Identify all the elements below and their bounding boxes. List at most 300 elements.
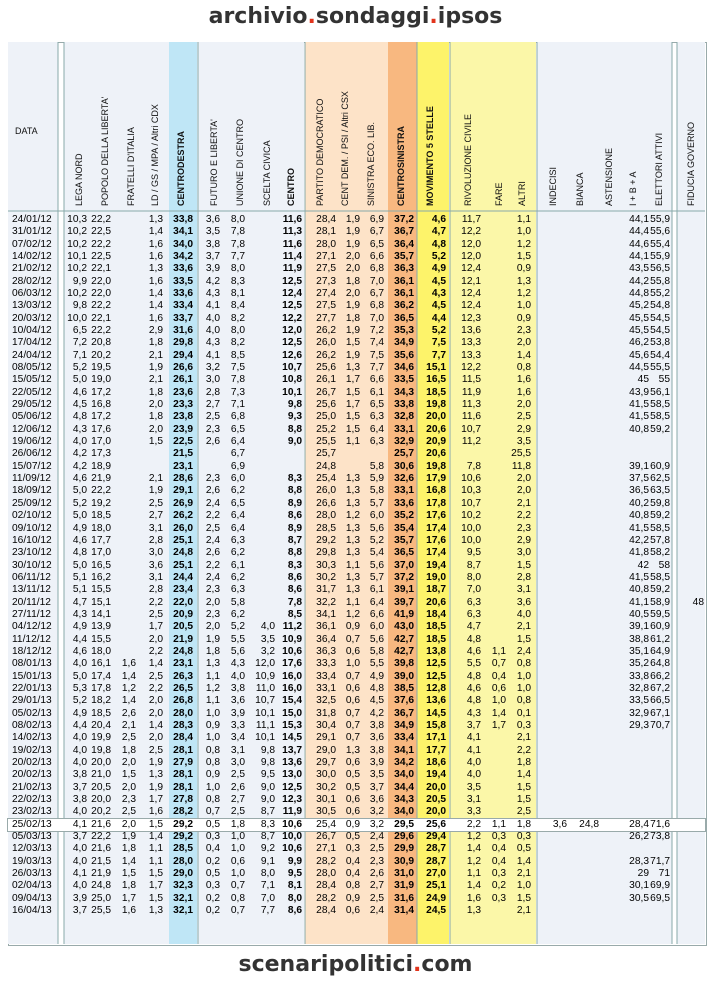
cell-11: 0,7: [345, 732, 360, 744]
row-date: 16/04/13: [12, 905, 52, 917]
row-date: 24/04/12: [12, 349, 52, 361]
cell-13: 36,2: [394, 300, 414, 312]
row-date: 08/01/13: [12, 658, 52, 670]
cell-6: 2,5: [205, 411, 220, 423]
row-date: 21/02/13: [12, 781, 52, 793]
cell-13: 35,7: [394, 534, 414, 546]
cell-15: 4,7: [466, 621, 481, 633]
cell-22: 55,9: [650, 251, 670, 263]
cell-3: 1,6: [121, 658, 136, 670]
cell-9: 13,7: [282, 744, 302, 756]
cell-12: 6,6: [369, 251, 384, 263]
cell-1: 4,0: [72, 744, 87, 756]
cell-8: 8,7: [260, 806, 275, 818]
cell-17: 1,5: [516, 633, 531, 645]
column-header-23: FIDUCIA GOVERNO: [686, 121, 696, 206]
cell-15: 12,1: [461, 275, 481, 287]
cell-15: 12,0: [461, 238, 481, 250]
cell-6: 0,5: [205, 818, 220, 830]
table-row: [8, 745, 705, 757]
cell-13: 36,3: [394, 263, 414, 275]
cell-14: 15,8: [426, 719, 446, 731]
cell-2: 19,8: [91, 744, 111, 756]
row-date: 08/05/12: [12, 362, 52, 374]
cell-17: 1,8: [516, 818, 531, 830]
row-date: 17/04/12: [12, 337, 52, 349]
cell-6: 2,5: [205, 522, 220, 534]
cell-3: 2,1: [121, 719, 136, 731]
cell-17: 1,6: [516, 374, 531, 386]
row-date: 07/02/12: [12, 238, 52, 250]
cell-11: 0,6: [345, 806, 360, 818]
cell-12: 3,2: [369, 818, 384, 830]
row-date: 06/11/12: [12, 571, 51, 583]
cell-21: 45,5: [629, 312, 649, 324]
cell-12: 7,2: [369, 325, 384, 337]
cell-21: 35,2: [629, 658, 649, 670]
cell-4: 1,1: [148, 843, 163, 855]
cell-6: 0,5: [205, 868, 220, 880]
cell-6: 2,2: [205, 510, 220, 522]
cell-14: 12,5: [426, 658, 446, 670]
cell-5: 21,5: [173, 448, 193, 460]
cell-17: 1,5: [516, 251, 531, 263]
cell-7: 5,6: [230, 645, 245, 657]
cell-2: 22,2: [91, 238, 111, 250]
cell-5: 28,0: [173, 707, 193, 719]
cell-23: 48: [692, 596, 704, 608]
cell-11: 1,5: [345, 386, 360, 398]
table-row: [8, 214, 705, 226]
table-row: [8, 239, 705, 251]
cell-17: 1,0: [516, 300, 531, 312]
cell-21: 41,5: [629, 399, 649, 411]
cell-1: 3,8: [72, 769, 87, 781]
cell-1: 4,6: [72, 534, 87, 546]
cell-6: 2,6: [205, 547, 220, 559]
cell-15: 12,4: [461, 288, 481, 300]
cell-1: 4,0: [72, 732, 87, 744]
cell-6: 1,2: [205, 682, 220, 694]
cell-4: 2,2: [148, 682, 163, 694]
cell-5: 20,5: [173, 621, 193, 633]
cell-6: 2,4: [205, 534, 220, 546]
table-row: [8, 893, 705, 905]
cell-9: 10,6: [282, 645, 302, 657]
cell-13: 34,0: [394, 769, 414, 781]
cell-9: 8,3: [287, 559, 302, 571]
cell-12: 6,6: [369, 608, 384, 620]
cell-1: 9,8: [72, 300, 87, 312]
cell-7: 8,0: [230, 263, 245, 275]
column-header-9: CENTRO: [286, 168, 296, 206]
cell-17: 0,8: [516, 362, 531, 374]
cell-1: 4,6: [72, 386, 87, 398]
cell-14: 20,9: [426, 436, 446, 448]
cell-11: 0,6: [345, 682, 360, 694]
cell-10: 29,2: [316, 534, 336, 546]
column-header-14: MOVIMENTO 5 STELLE: [425, 106, 435, 206]
row-date: 08/02/13: [12, 719, 52, 731]
cell-6: 0,3: [205, 880, 220, 892]
cell-21: 30,1: [629, 880, 649, 892]
cell-5: 23,4: [173, 584, 193, 596]
cell-1: 4,5: [72, 399, 87, 411]
cell-9: 11,9: [282, 263, 302, 275]
cell-5: 29,1: [173, 485, 193, 497]
cell-14: 17,8: [426, 497, 446, 509]
cell-11: 2,0: [345, 251, 360, 263]
table-row: [8, 732, 705, 744]
cell-14: 20,0: [426, 781, 446, 793]
cell-2: 17,2: [91, 411, 111, 423]
cell-14: 7,5: [431, 337, 446, 349]
cell-15: 8,7: [466, 559, 481, 571]
cell-12: 7,4: [369, 337, 384, 349]
cell-10: 33,3: [316, 658, 336, 670]
cell-17: 2,1: [516, 497, 531, 509]
cell-4: 1,6: [148, 275, 163, 287]
cell-15: 8,0: [466, 571, 481, 583]
cell-1: 7,1: [72, 349, 87, 361]
cell-11: 0,5: [345, 831, 360, 842]
cell-8: 10,1: [255, 707, 275, 719]
row-date: 18/09/12: [12, 485, 52, 497]
cell-17: 3,0: [516, 547, 531, 559]
cell-12: 7,5: [369, 349, 384, 361]
cell-10: 29,8: [316, 547, 336, 559]
cell-10: 31,8: [316, 707, 336, 719]
cell-15: 4,3: [466, 707, 481, 719]
cell-17: 1,1: [516, 214, 531, 225]
cell-7: 6,9: [230, 460, 245, 472]
cell-5: 33,7: [173, 312, 193, 324]
cell-22: 56,1: [650, 386, 670, 398]
column-header-20: ASTENSIONE: [604, 147, 614, 206]
cell-10: 28,0: [316, 238, 336, 250]
row-date: 27/11/12: [12, 608, 51, 620]
cell-11: 1,3: [345, 473, 360, 485]
cell-17: 0,1: [516, 707, 531, 719]
cell-7: 3,0: [230, 756, 245, 768]
cell-2: 22,2: [91, 214, 111, 225]
cell-2: 22,5: [91, 251, 111, 263]
cell-5: 32,1: [173, 905, 193, 917]
cell-3: 1,8: [121, 744, 136, 756]
table-row: [8, 362, 705, 374]
cell-10: 25,7: [316, 448, 336, 460]
cell-10: 30,3: [316, 559, 336, 571]
cell-4: 1,5: [148, 818, 163, 830]
table-row: [8, 646, 705, 658]
cell-2: 19,0: [91, 374, 111, 386]
cell-15: 1,3: [466, 905, 481, 917]
cell-9: 8,3: [287, 473, 302, 485]
cell-9: 8,5: [287, 608, 302, 620]
cell-10: 26,6: [316, 497, 336, 509]
cell-11: 0,6: [345, 645, 360, 657]
cell-22: 58,5: [650, 411, 670, 423]
cell-13: 34,4: [394, 781, 414, 793]
cell-11: 0,4: [345, 868, 360, 880]
cell-2: 17,8: [91, 682, 111, 694]
cell-11: 1,3: [345, 584, 360, 596]
cell-2: 17,0: [91, 547, 111, 559]
cell-22: 63,5: [650, 485, 670, 497]
cell-2: 18,2: [91, 695, 111, 707]
cell-12: 3,6: [369, 793, 384, 805]
cell-8: 9,8: [260, 744, 275, 756]
cell-21: 41,8: [629, 547, 649, 559]
cell-9: 12,5: [282, 275, 302, 287]
cell-17: 1,5: [516, 892, 531, 904]
cell-12: 5,7: [369, 571, 384, 583]
cell-17: 2,0: [516, 473, 531, 485]
cell-3: 1,4: [121, 695, 136, 707]
cell-10: 24,8: [316, 460, 336, 472]
cell-4: 1,4: [148, 226, 163, 238]
cell-1: 5,2: [72, 362, 87, 374]
table-row: [8, 720, 705, 732]
cell-12: 6,8: [369, 300, 384, 312]
cell-8: 10,1: [255, 732, 275, 744]
cell-1: 4,9: [72, 707, 87, 719]
cell-6: 3,7: [205, 251, 220, 263]
cell-21: 35,1: [629, 645, 649, 657]
column-header-3: FRATELLI D'ITALIA: [126, 127, 136, 206]
cell-22: 54,5: [650, 312, 670, 324]
cell-7: 8,3: [230, 275, 245, 287]
table-row: [8, 510, 705, 522]
cell-13: 31,9: [394, 880, 414, 892]
cell-22: 61,2: [650, 633, 670, 645]
cell-15: 3,5: [466, 781, 481, 793]
cell-9: 10,7: [282, 362, 302, 374]
table-row: [8, 584, 705, 596]
cell-13: 39,0: [394, 670, 414, 682]
cell-21: 32,9: [629, 707, 649, 719]
cell-19: 24,8: [579, 818, 599, 830]
cell-21: 40,8: [629, 423, 649, 435]
cell-4: 1,6: [148, 238, 163, 250]
cell-17: 3,1: [516, 584, 531, 596]
cell-11: 1,0: [345, 658, 360, 670]
column-header-13: CENTROSINISTRA: [396, 125, 406, 206]
cell-13: 39,7: [394, 596, 414, 608]
cell-13: 30,6: [394, 460, 414, 472]
cell-21: 43,5: [629, 263, 649, 275]
footer-title: [0, 952, 711, 977]
cell-6: 2,7: [205, 399, 220, 411]
cell-5: 24,8: [173, 547, 193, 559]
cell-9: 10,9: [282, 633, 302, 645]
cell-10: 28,4: [316, 880, 336, 892]
cell-17: 2,8: [516, 571, 531, 583]
cell-4: 1,9: [148, 781, 163, 793]
cell-22: 54,5: [650, 325, 670, 337]
cell-5: 21,9: [173, 633, 193, 645]
row-date: 20/02/13: [12, 769, 52, 781]
cell-15: 11,3: [461, 399, 481, 411]
cell-2: 18,0: [91, 645, 111, 657]
cell-15: 7,8: [466, 460, 481, 472]
cell-11: 1,1: [345, 559, 360, 571]
cell-9: 11,2: [282, 621, 302, 633]
cell-9: 11,4: [282, 251, 302, 263]
cell-7: 6,1: [230, 559, 245, 571]
cell-1: 5,2: [72, 695, 87, 707]
cell-9: 15,3: [282, 719, 302, 731]
cell-17: 11,8: [511, 460, 531, 472]
cell-5: 22,0: [173, 596, 193, 608]
cell-6: 3,5: [205, 226, 220, 238]
cell-17: 1,2: [516, 288, 531, 300]
cell-17: 3,6: [516, 596, 531, 608]
cell-13: 39,8: [394, 658, 414, 670]
row-date: 09/04/13: [12, 892, 52, 904]
cell-5: 23,6: [173, 386, 193, 398]
cell-10: 27,1: [316, 251, 336, 263]
cell-4: 1,5: [148, 892, 163, 904]
cell-21: 36,5: [629, 485, 649, 497]
cell-2: 21,9: [91, 473, 111, 485]
cell-11: 0,5: [345, 781, 360, 793]
cell-11: 1,7: [345, 374, 360, 386]
cell-7: 0,8: [230, 892, 245, 904]
cell-6: 0,4: [205, 843, 220, 855]
cell-12: 7,0: [369, 275, 384, 287]
cell-9: 7,8: [287, 596, 302, 608]
cell-6: 1,8: [205, 645, 220, 657]
cell-1: 5,3: [72, 682, 87, 694]
row-date: 02/10/12: [12, 510, 52, 522]
cell-15: 4,8: [466, 695, 481, 707]
column-header-2: POPOLO DELLA LIBERTA': [100, 96, 110, 206]
cell-13: 35,7: [394, 251, 414, 263]
cell-22: 66,5: [650, 695, 670, 707]
row-date: 16/10/12: [12, 534, 52, 546]
cell-13: 39,1: [394, 584, 414, 596]
cell-15: 10,3: [461, 485, 481, 497]
cell-13: 37,6: [394, 695, 414, 707]
cell-15: 11,2: [461, 436, 481, 448]
cell-6: 1,0: [205, 732, 220, 744]
cell-13: 34,3: [394, 793, 414, 805]
cell-10: 28,0: [316, 510, 336, 522]
cell-8: 9,8: [260, 756, 275, 768]
cell-7: 4,3: [230, 658, 245, 670]
table-row: [8, 498, 705, 510]
cell-5: 28,1: [173, 781, 193, 793]
row-date: 14/02/12: [12, 251, 52, 263]
cell-21: 41,1: [629, 596, 649, 608]
cell-7: 7,8: [230, 226, 245, 238]
row-date: 21/02/12: [12, 263, 52, 275]
cell-12: 5,2: [369, 534, 384, 546]
cell-13: 32,6: [394, 473, 414, 485]
cell-14: 12,5: [426, 670, 446, 682]
cell-4: 2,0: [148, 633, 163, 645]
cell-6: 2,6: [205, 485, 220, 497]
row-date: 13/11/12: [12, 584, 51, 596]
cell-2: 21,6: [91, 843, 111, 855]
cell-7: 7,7: [230, 251, 245, 263]
cell-15: 12,0: [461, 251, 481, 263]
cell-5: 28,1: [173, 769, 193, 781]
cell-22: 66,2: [650, 670, 670, 682]
cell-16: 0,4: [491, 843, 506, 855]
cell-16: 0,3: [491, 868, 506, 880]
cell-7: 8,1: [230, 288, 245, 300]
cell-14: 29,4: [426, 831, 446, 842]
cell-14: 17,6: [426, 510, 446, 522]
table-row: [8, 819, 705, 831]
cell-21: 41,5: [629, 571, 649, 583]
cell-12: 2,4: [369, 831, 384, 842]
cell-13: 25,7: [394, 448, 414, 460]
cell-21: 28,4: [629, 818, 649, 830]
cell-21: 44,8: [629, 288, 649, 300]
cell-21: 32,8: [629, 682, 649, 694]
table-row: [8, 313, 705, 325]
cell-17: 1,4: [516, 769, 531, 781]
cell-10: 26,2: [316, 349, 336, 361]
cell-1: 4,6: [72, 473, 87, 485]
cell-13: 36,7: [394, 707, 414, 719]
cell-12: 4,5: [369, 695, 384, 707]
cell-10: 28,4: [316, 905, 336, 917]
cell-12: 5,8: [369, 645, 384, 657]
cell-22: 60,9: [650, 621, 670, 633]
cell-16: 1,0: [491, 695, 506, 707]
cell-7: 3,4: [230, 732, 245, 744]
cell-6: 3,9: [205, 263, 220, 275]
cell-14: 17,6: [426, 534, 446, 546]
cell-5: 29,0: [173, 868, 193, 880]
cell-21: 29,3: [629, 719, 649, 731]
cell-7: 7,1: [230, 399, 245, 411]
cell-11: 1,5: [345, 337, 360, 349]
cell-1: 4,1: [72, 818, 87, 830]
cell-14: 5,2: [431, 325, 446, 337]
cell-6: 1,9: [205, 633, 220, 645]
cell-14: 19,0: [426, 571, 446, 583]
cell-13: 37,2: [394, 571, 414, 583]
cell-21: 39,1: [629, 460, 649, 472]
table-row: [8, 535, 705, 547]
cell-9: 10,8: [282, 374, 302, 386]
cell-11: 1,5: [345, 423, 360, 435]
cell-16: 0,6: [491, 682, 506, 694]
cell-2: 21,5: [91, 855, 111, 867]
cell-10: 26,2: [316, 325, 336, 337]
cell-22: 59,5: [650, 608, 670, 620]
cell-16: 1,1: [491, 818, 506, 830]
cell-11: 0,7: [345, 719, 360, 731]
cell-12: 3,2: [369, 806, 384, 818]
row-date: 23/10/12: [12, 547, 52, 559]
cell-1: 10,2: [67, 238, 87, 250]
cell-12: 5,4: [369, 547, 384, 559]
cell-6: 2,8: [205, 386, 220, 398]
cell-1: 6,5: [72, 325, 87, 337]
cell-14: 4,6: [431, 214, 446, 225]
cell-5: 34,2: [173, 251, 193, 263]
cell-17: 0,3: [516, 719, 531, 731]
cell-4: 2,2: [148, 645, 163, 657]
cell-15: 11,6: [461, 411, 481, 423]
cell-17: 1,4: [516, 855, 531, 867]
